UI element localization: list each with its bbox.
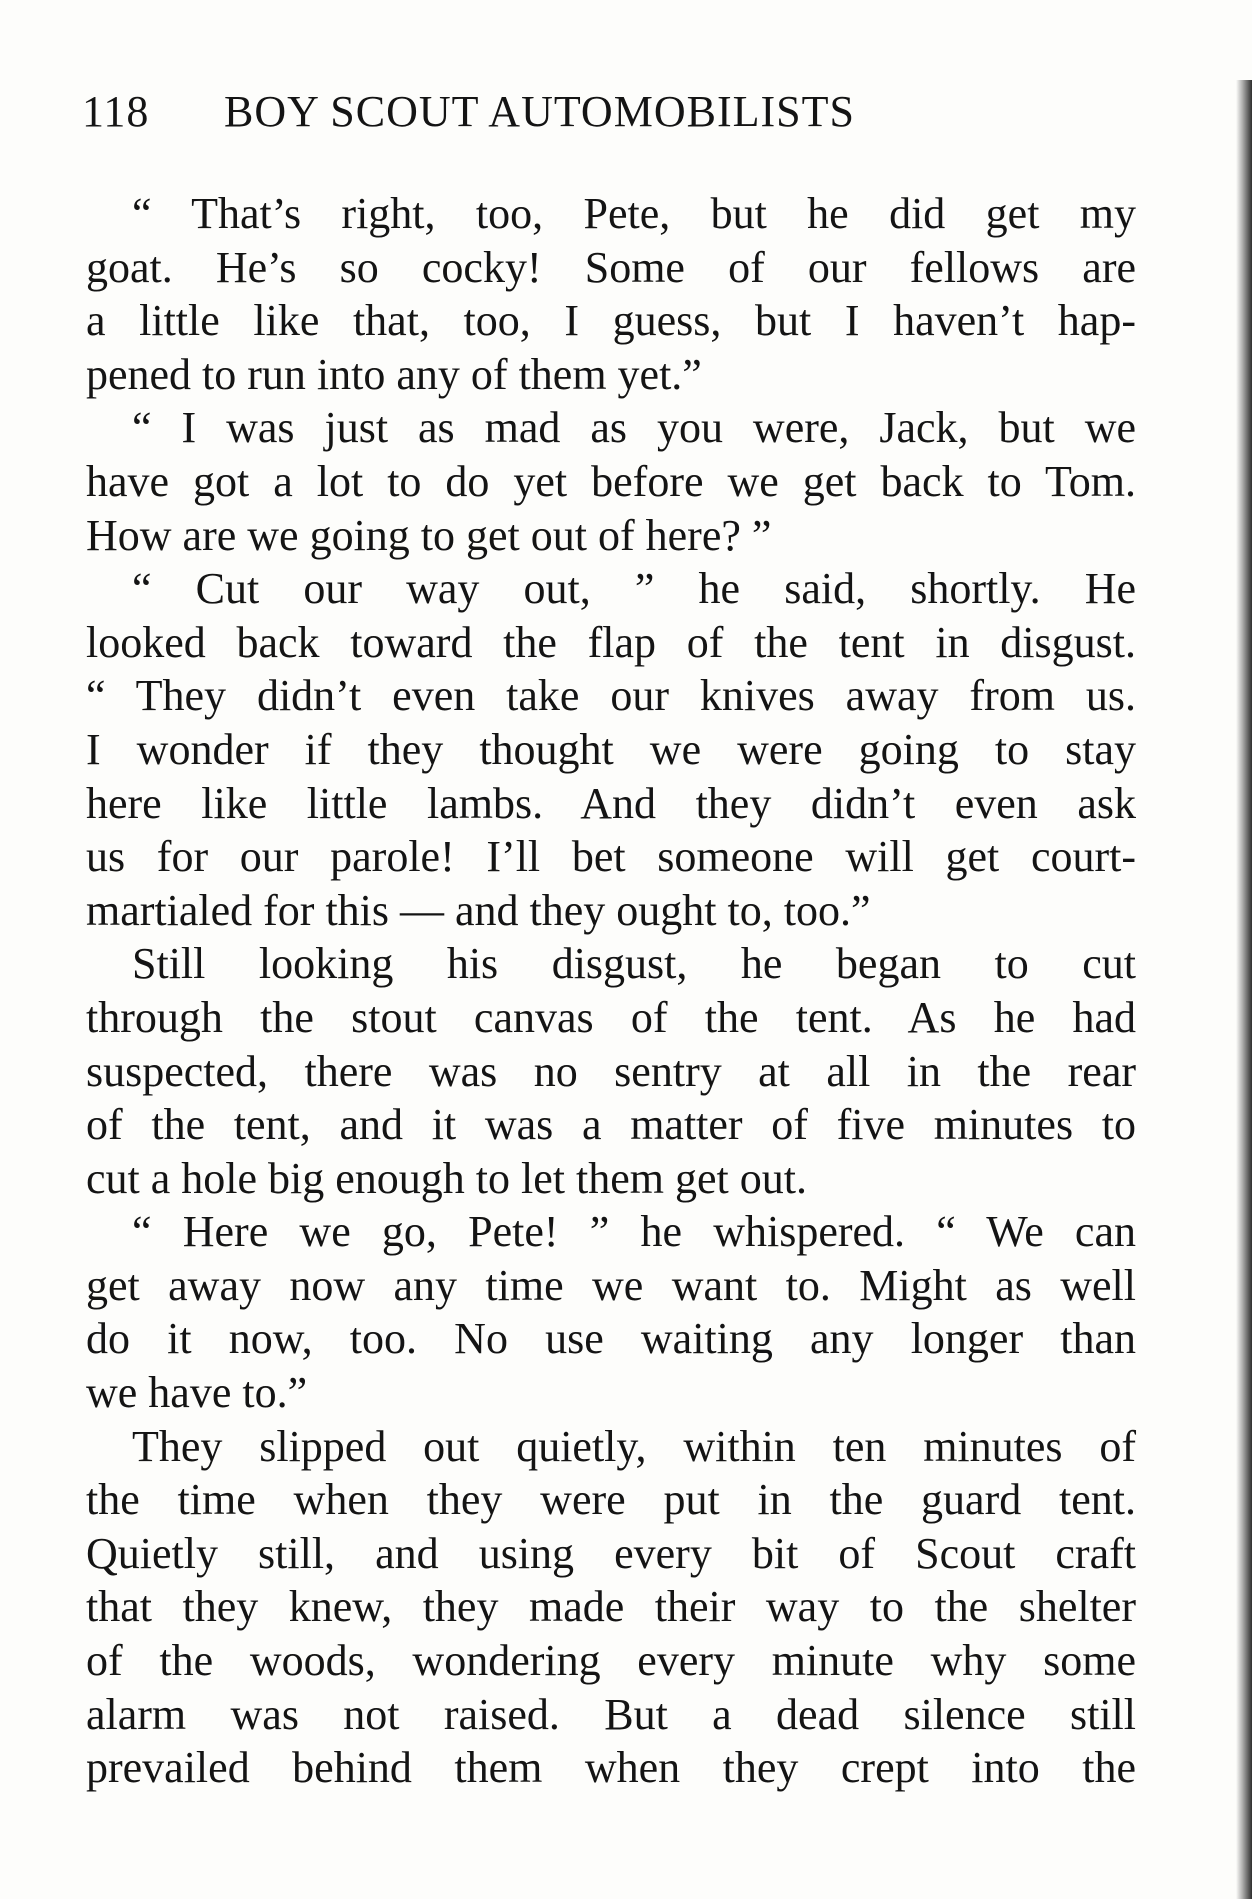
text-line: through the stout canvas of the tent. As he had: [86, 992, 1136, 1042]
text-line: of the tent, and it was a matter of five minutes to: [86, 1100, 1136, 1150]
text-line: here like little lambs. And they didn’t even ask: [86, 778, 1136, 828]
text-line: “ Here we go, Pete! ” he whispered. “ We can: [132, 1207, 1136, 1257]
text-line: get away now any time we want to. Might as well: [86, 1260, 1136, 1310]
text-line: “ Cut our way out, ” he said, shortly. He: [132, 564, 1136, 614]
text-line: of the woods, wondering every minute why some: [86, 1636, 1136, 1686]
page-number: 118: [82, 87, 150, 136]
text-line: Still looking his disgust, he began to cut: [132, 939, 1136, 989]
text-line: goat. He’s so cocky! Some of our fellows are: [86, 242, 1136, 292]
text-line: the time when they were put in the guard tent.: [86, 1475, 1136, 1525]
text-line: that they knew, they made their way to the shelter: [86, 1582, 1136, 1632]
text-line: “ I was just as mad as you were, Jack, but we: [132, 403, 1136, 453]
text-line: alarm was not raised. But a dead silence still: [86, 1689, 1136, 1739]
page-binding-edge: [1236, 80, 1252, 1899]
text-line: “ That’s right, too, Pete, but he did get my: [132, 189, 1136, 238]
text-line: do it now, too. No use waiting any longer than: [86, 1314, 1136, 1364]
text-line: martialed for this — and they ought to, too.”: [86, 885, 871, 935]
text-line: I wonder if they thought we were going to stay: [86, 724, 1136, 774]
text-line: a little like that, too, I guess, but I haven’t hap-: [86, 296, 1136, 346]
text-line: suspected, there was no sentry at all in the rear: [86, 1046, 1136, 1096]
text-line: we have to.”: [86, 1368, 308, 1418]
text-line: They slipped out quietly, within ten minutes of: [132, 1421, 1136, 1471]
text-line: looked back toward the flap of the tent in disgust.: [86, 617, 1136, 667]
text-line: pened to run into any of them yet.”: [86, 349, 702, 399]
text-line: prevailed behind them when they crept into the: [86, 1743, 1136, 1793]
text-line: Quietly still, and using every bit of Scout craft: [86, 1528, 1136, 1578]
text-line: have got a lot to do yet before we get back to Tom.: [86, 456, 1136, 506]
text-line: cut a hole big enough to let them get out.: [86, 1153, 807, 1203]
text-line: How are we going to get out of here? ”: [86, 510, 772, 560]
running-title: BOY SCOUT AUTOMOBILISTS: [224, 87, 855, 136]
text-line: us for our parole! I’ll bet someone will get court-: [86, 832, 1136, 882]
body-text: [86, 187, 1136, 1795]
text-line: “ They didn’t even take our knives away from us.: [86, 671, 1136, 721]
page-header: [82, 86, 1142, 146]
